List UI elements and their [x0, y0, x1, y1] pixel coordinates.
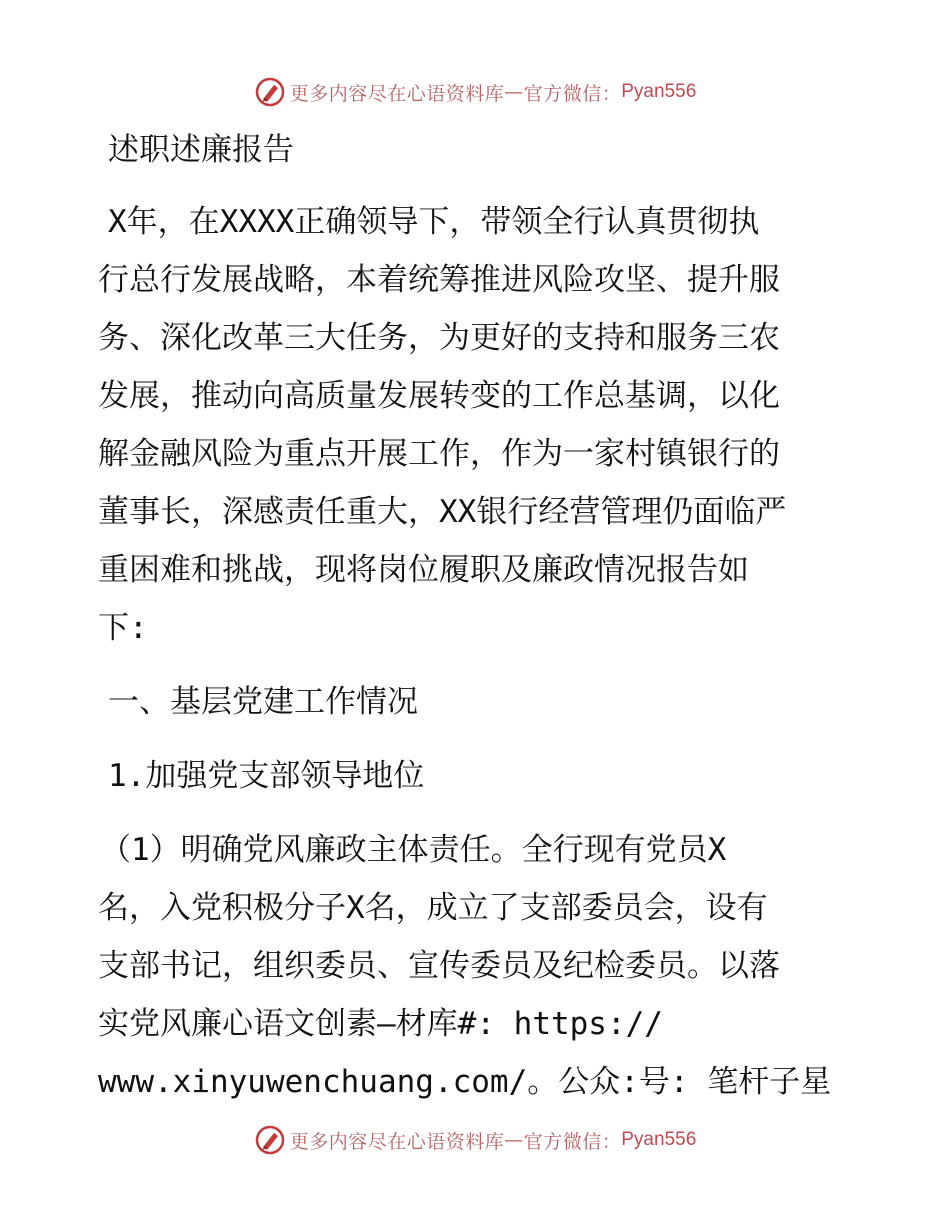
watermark-account: Pyan556 — [621, 81, 697, 102]
paragraph-line: 务、深化改革三大任务，为更好的支持和服务三农 — [98, 320, 780, 356]
paragraph-line: 实党风廉心语文创素—材库#: https:// — [98, 1006, 663, 1042]
watermark-account: Pyan556 — [621, 1129, 697, 1150]
section-heading: 一、基层党建工作情况 — [108, 684, 418, 720]
watermark-separator: — — [504, 81, 524, 103]
paragraph-line: （1）明确党风廉政主体责任。全行现有党员X — [100, 832, 727, 868]
paragraph-line: 董事长，深感责任重大，XX银行经营管理仍面临严 — [98, 494, 787, 530]
paragraph-line: 支部书记，组织委员、宣传委员及纪检委员。以落 — [98, 948, 780, 984]
watermark-suffix: 官方微信： — [523, 82, 622, 105]
document-title: 述职述廉报告 — [108, 132, 294, 168]
paragraph-line: X年，在XXXX正确领导下，带领全行认真贯彻执 — [108, 204, 760, 240]
paragraph-line: 行总行发展战略，本着统筹推进风险攻坚、提升服 — [98, 262, 780, 298]
paragraph-line: 发展，推动向高质量发展转变的工作总基调，以化 — [98, 378, 780, 414]
watermark-text: 更多内容尽在心语资料库 — [289, 1130, 505, 1153]
paragraph-line: www.xinyuwenchuang.com/。公众:号: 笔杆子星 — [98, 1064, 832, 1100]
watermark-suffix: 官方微信： — [523, 1130, 622, 1153]
paragraph-line: 下: — [98, 610, 148, 646]
watermark-text: 更多内容尽在心语资料库 — [289, 82, 505, 105]
paragraph-line: 名，入党积极分子X名，成立了支部委员会，设有 — [98, 890, 768, 926]
watermark-banner-bottom — [0, 1120, 950, 1160]
paragraph-line: 重困难和挑战，现将岗位履职及廉政情况报告如 — [98, 552, 749, 588]
watermark-banner-top — [0, 72, 950, 112]
paragraph-line: 解金融风险为重点开展工作，作为一家村镇银行的 — [98, 436, 780, 472]
subsection-heading: 1.加强党支部领导地位 — [108, 758, 425, 794]
pen-seal-icon — [254, 76, 286, 108]
watermark-separator: — — [504, 1129, 524, 1151]
pen-seal-icon — [254, 1124, 286, 1156]
